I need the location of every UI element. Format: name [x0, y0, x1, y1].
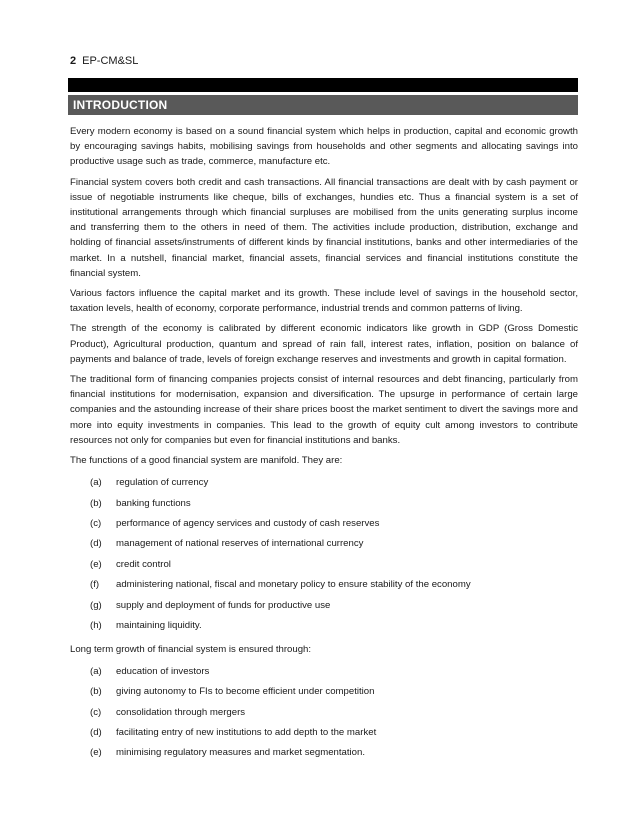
list-item: [70, 723, 578, 743]
paragraph: The traditional form of financing companies projects consist of internal resources and debt financing, particularly from financial institutions for modernisation, expansion and diversification. The upsurge in performance of certain large companies and the astounding increase of their share prices boost the market sentiment to divert the savings more and more into equity investments in companies. This lead to the growth of equity cult among investors to contribute resources not only for companies but even for financial institutions and banks.: [70, 374, 578, 446]
list-marker: (h): [90, 620, 102, 632]
list-marker: (a): [90, 665, 102, 677]
list-item: [70, 494, 578, 514]
paragraph: Various factors influence the capital market and its growth. These include level of savings in the household sector, taxation levels, health of economy, corporate performance, industrial trends and common patterns of living.: [70, 288, 578, 315]
list-item-text: management of national reserves of international currency: [116, 538, 364, 550]
list-marker: (b): [90, 686, 102, 698]
paragraph: Financial system covers both credit and cash transactions. All financial transactions are dealt with by cash payment or issue of negotiable instruments like cheque, bills of exchanges, hundies etc. Thus a financial system is a set of institutional arrangements through which financial surpluses are mobilised from the units generating surplus income and transferring them to the others in need of them. The activities include production, distribution, exchange and holding of financial assets/instruments of different kinds by financial institutions, banks and other intermediaries of the market. In a nutshell, financial market, financial assets, financial services and financial institutions constitute the financial system.: [70, 176, 578, 279]
list-item: [70, 703, 578, 723]
list-item-text: maintaining liquidity.: [116, 620, 202, 632]
list-item-text: performance of agency services and custody of cash reserves: [116, 518, 380, 530]
running-title: EP-CM&SL: [82, 55, 139, 67]
list-marker: (f): [90, 579, 100, 591]
page-number: 2: [70, 55, 77, 67]
list-item-text: education of investors: [116, 665, 210, 677]
paragraph: Long term growth of financial system is ensured through:: [70, 643, 312, 655]
list-marker: (d): [90, 726, 102, 738]
list-item: [70, 662, 578, 682]
list-item: [70, 616, 578, 636]
list-item-text: banking functions: [116, 497, 191, 509]
paragraph: The functions of a good financial system are manifold. They are:: [70, 455, 343, 467]
list-item-text: regulation of currency: [116, 477, 209, 489]
list-item-text: credit control: [116, 558, 171, 570]
growth-list: [70, 662, 578, 764]
page-header: [70, 55, 138, 67]
list-item-text: giving autonomy to FIs to become efficient under competition: [116, 686, 375, 698]
list-item: [70, 682, 578, 702]
list-item: [70, 534, 578, 554]
list-item-text: facilitating entry of new institutions to add depth to the market: [116, 726, 377, 738]
list-item: [70, 743, 578, 763]
paragraph: The strength of the economy is calibrated by different economic indicators like growth in GDP (Gross Domestic Product), Agricultural production, quantum and spread of rain fall, interest rates, inflation, position on balance of payments and balance of trade, levels of foreign exchange reserves and investments and growth in capital formation.: [70, 323, 578, 365]
list-item-text: supply and deployment of funds for productive use: [116, 599, 331, 611]
list-marker: (a): [90, 477, 102, 489]
list-item-text: minimising regulatory measures and market segmentation.: [116, 747, 366, 759]
list-marker: (e): [90, 558, 102, 570]
list-item: [70, 473, 578, 493]
list-item: [70, 514, 578, 534]
list-marker: (g): [90, 599, 102, 611]
section-heading: INTRODUCTION: [68, 95, 578, 115]
list-marker: (c): [90, 706, 102, 718]
list-marker: (e): [90, 747, 102, 759]
list-item-text: consolidation through mergers: [116, 706, 246, 718]
list-marker: (b): [90, 497, 102, 509]
functions-list: [70, 473, 578, 636]
paragraph: Every modern economy is based on a sound financial system which helps in production, capital and economic growth by encouraging savings habits, mobilising savings from households and other segments and allocating savings into productive usage such as trade, commerce, manufacture etc.: [70, 126, 578, 168]
header-rule-bar: [68, 78, 578, 92]
list-marker: (c): [90, 518, 102, 530]
list-item: [70, 596, 578, 616]
list-item: [70, 555, 578, 575]
list-item: [70, 575, 578, 595]
list-marker: (d): [90, 538, 102, 550]
body-text: [70, 124, 578, 769]
list-item-text: administering national, fiscal and monetary policy to ensure stability of the economy: [116, 579, 471, 591]
